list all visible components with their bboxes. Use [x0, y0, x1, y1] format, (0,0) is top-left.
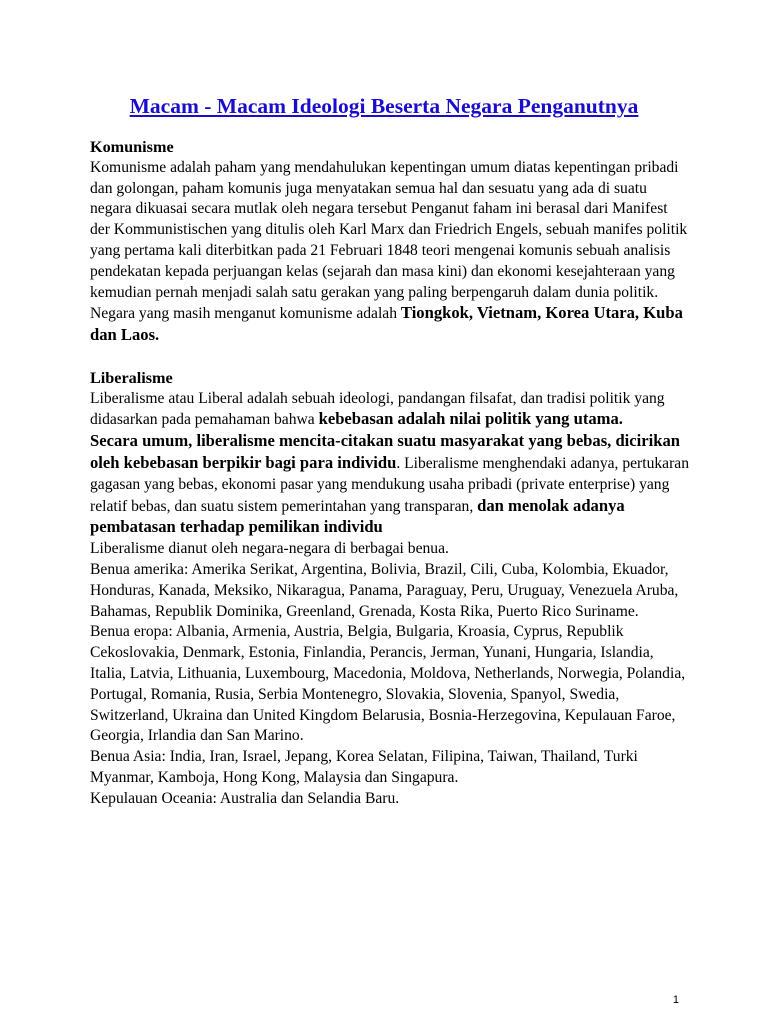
- kepulauan-oceania-list: Kepulauan Oceania: Australia dan Selandia Baru.: [90, 789, 400, 807]
- liberalisme-paragraph-2: [90, 431, 690, 539]
- benua-asia-list: Benua Asia: India, Iran, Israel, Jepang, Korea Selatan, Filipina, Taiwan, Thailand, Turki Myanmar, Kamboja, Hong Kong, Malaysia dan Singapura.: [90, 748, 638, 786]
- liberalisme-aim-text: . Liberalisme menghendaki adanya, pertukaran gagasan yang bebas, ekonomi pasar yang mendukung usaha pribadi (private enterprise) yang relatif bebas, dan suatu sistem pemerintahan yang transparan,: [90, 454, 690, 515]
- benua-eropa-list: Benua eropa: Albania, Armenia, Austria, Belgia, Bulgaria, Kroasia, Cyprus, Republik Cekoslovakia, Denmark, Estonia, Finlandia, Perancis, Jerman, Yunani, Hungaria, Islandia, Italia, Latvia, Lithuania, Luxembourg, Macedonia, Moldova, Netherlands, Norwegia, Polandia, Portugal, Romania, Rusia, Serbia Montenegro, Slovakia, Slovenia, Spanyol, Swedia, Switzerland, Ukraina dan United Kingdom Belarusia, Bosnia-Herzegovina, Kepulauan Faroe, Georgia, Irlandia dan San Marino.: [90, 623, 686, 745]
- section-spacer: [90, 347, 690, 368]
- section-heading-komunisme: Komunisme: [90, 138, 174, 156]
- document-body: [90, 137, 690, 810]
- page-title[interactable]: Macam - Macam Ideologi Beserta Negara Penganutnya: [129, 94, 639, 118]
- komunisme-paragraph: Komunisme adalah paham yang mendahulukan kepentingan umum diatas kepentingan pribadi dan golongan, paham komunis juga menyatakan semua hal dan sesuatu yang ada di suatu negara dikuasai secara mutlak oleh negara tersebut Penganut faham ini berasal dari Manifest der Kommunistischen yang ditulis oleh Karl Marx dan Friedrich Engels, sebuah manifes politik yang pertama kali diterbitkan pada 21 Februari 1848 teori mengenai komunis sebuah analisis pendekatan kepada perjuangan kelas (sejarah dan masa kini) dan ekonomi kesejahteraan yang kemudian pernah menjadi salah satu gerakan yang paling berpengaruh dalam dunia politik.: [90, 158, 688, 301]
- page-number: 1: [672, 994, 679, 1006]
- komunisme-countries: Tiongkok, Vietnam, Korea Utara, Kuba dan Laos.: [90, 303, 683, 345]
- komunisme-countries-paragraph: [90, 303, 690, 347]
- liberalisme-definition: Liberalisme atau Liberal adalah sebuah ideologi, pandangan filsafat, dan tradisi politik yang didasarkan pada pemahaman bahwa: [90, 389, 665, 429]
- liberalisme-paragraph-1: [90, 389, 690, 432]
- liberalisme-aim-bold: Secara umum, liberalisme mencita-citakan suatu masyarakat yang bebas, dicirikan oleh kebebasan berpikir bagi para individu: [90, 431, 681, 472]
- liberalisme-dianut: Liberalisme dianut oleh negara-negara di berbagai benua.: [90, 540, 449, 558]
- komunisme-countries-intro: Negara yang masih menganut komunisme adalah: [90, 305, 401, 323]
- section-heading-liberalisme: Liberalisme: [90, 368, 173, 387]
- liberalisme-definition-bold: kebebasan adalah nilai politik yang utama.: [318, 409, 623, 429]
- liberalisme-aim-bold-end: dan menolak adanya pembatasan terhadap pemilikan individu: [90, 495, 625, 537]
- benua-amerika-list: Benua amerika: Amerika Serikat, Argentina, Bolivia, Brazil, Cili, Cuba, Kolombia, Ekuador, Honduras, Kanada, Meksiko, Nikaragua, Panama, Paraguay, Peru, Uruguay, Venezuela Aruba, Bahamas, Republik Dominika, Greenland, Grenada, Kosta Rika, Puerto Rico Suriname.: [90, 560, 679, 620]
